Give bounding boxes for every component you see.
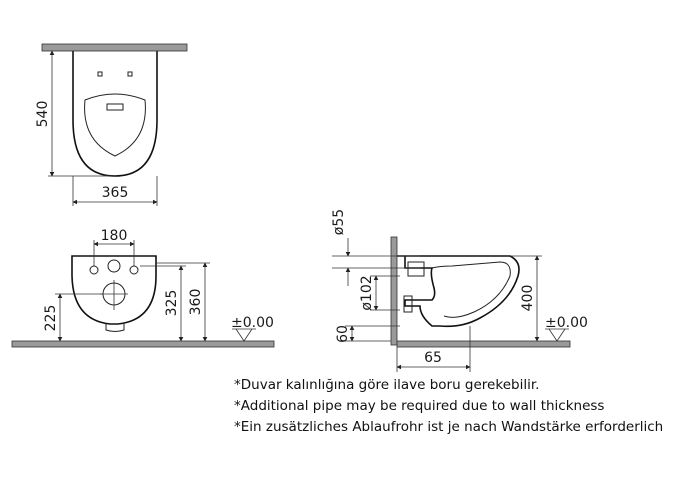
dim-outlet-102: ø102 xyxy=(359,275,375,311)
top-bowl-outline xyxy=(73,51,157,176)
dim-400: 400 xyxy=(520,284,536,312)
dim-540: 540 xyxy=(35,100,51,128)
dim-pipe-55: ø55 xyxy=(331,208,347,236)
top-flush-rim xyxy=(107,104,123,110)
top-seat-opening xyxy=(85,94,146,156)
dim-325: 325 xyxy=(164,289,180,317)
side-level-label: ±0.00 xyxy=(545,315,588,331)
front-hole-center xyxy=(108,260,120,272)
dim-365: 365 xyxy=(101,185,129,201)
note-english: *Additional pipe may be required due to wall thickness xyxy=(234,398,605,414)
top-view xyxy=(35,44,187,206)
side-view xyxy=(331,209,588,372)
dim-360: 360 xyxy=(188,288,204,316)
front-floor xyxy=(12,341,274,347)
note-turkish: *Duvar kalınlığına göre ilave boru gerekebilir. xyxy=(234,377,540,393)
front-level-label: ±0.00 xyxy=(231,315,274,331)
top-seat-hole-right xyxy=(128,72,132,76)
side-floor xyxy=(397,341,570,347)
dim-180: 180 xyxy=(100,228,128,244)
dim-60: 60 xyxy=(335,325,351,343)
front-hole-left xyxy=(90,266,98,274)
top-seat-hole-left xyxy=(98,72,102,76)
note-german: *Ein zusätzliches Ablaufrohr ist je nach Wandstärke erforderlich xyxy=(234,419,664,435)
top-wall xyxy=(42,44,187,51)
dim-65: 65 xyxy=(424,350,442,366)
side-wall xyxy=(391,237,397,345)
front-view xyxy=(12,228,274,347)
dim-225: 225 xyxy=(43,304,59,332)
front-hole-right xyxy=(130,266,138,274)
